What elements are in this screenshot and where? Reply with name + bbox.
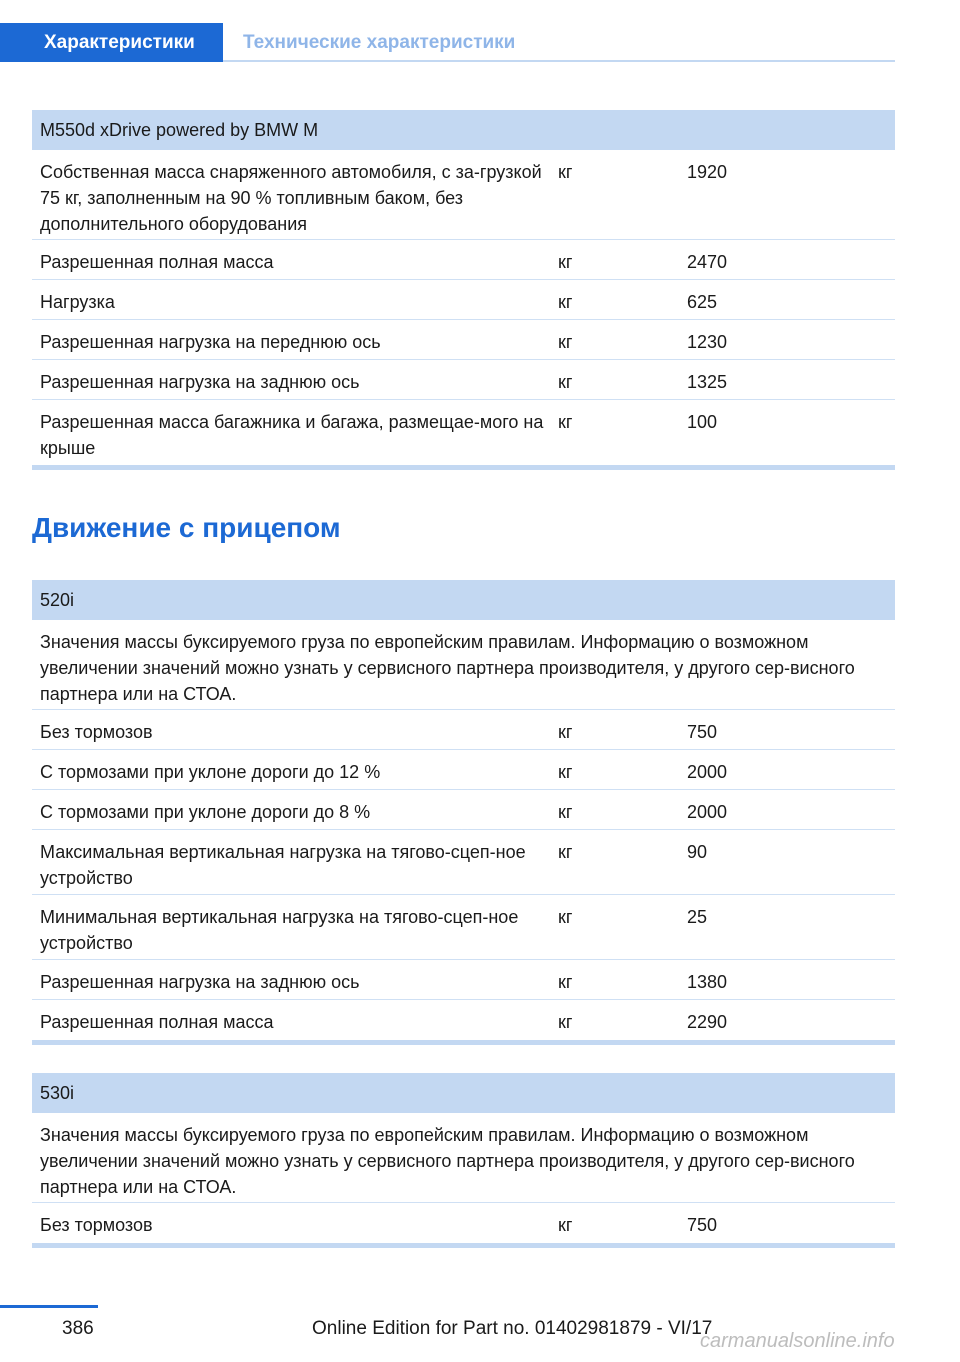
row-value: 2000: [687, 762, 728, 782]
row-value: 100: [687, 412, 718, 432]
row-unit: кг: [558, 292, 573, 312]
table-row: [32, 830, 895, 895]
table-row: [32, 790, 895, 830]
row-unit: кг: [558, 762, 573, 782]
row-label: Разрешенная полная масса: [40, 1012, 274, 1032]
section-title: Движение с прицепом: [32, 512, 341, 543]
table-row: [32, 750, 895, 790]
table-row: [32, 240, 895, 280]
row-unit: кг: [558, 252, 573, 272]
header-divider: [223, 60, 895, 62]
table-end-bar: [32, 465, 895, 470]
table-row: [32, 1000, 895, 1040]
table-row: [32, 360, 895, 400]
row-unit: кг: [558, 162, 573, 182]
row-unit: кг: [558, 842, 573, 862]
table-row: [32, 280, 895, 320]
top-navigation: [0, 0, 960, 62]
edition-info: Online Edition for Part no. 01402981879 - VI/17: [312, 1318, 713, 1339]
row-value: 1380: [687, 972, 728, 992]
note-text: Значения массы буксируемого груза по европейским правилам. Информацию о возможном увеличении значений можно узнать у сервисного партнера производителя, у другого сер-висного партнера или на СТОА.: [40, 1125, 855, 1197]
row-label: Без тормозов: [40, 1215, 153, 1235]
table-row: [32, 960, 895, 1000]
row-label: Разрешенная нагрузка на заднюю ось: [40, 972, 360, 992]
tab-characteristics[interactable]: Характеристики: [0, 23, 223, 62]
row-label: Без тормозов: [40, 722, 153, 742]
table-530i: [32, 1073, 895, 1248]
footer-accent-line: [0, 1305, 98, 1308]
row-label: С тормозами при уклоне дороги до 12 %: [40, 762, 381, 782]
table-header: M550d xDrive powered by BMW M: [32, 110, 895, 150]
table-note: [32, 1113, 895, 1203]
row-label: Нагрузка: [40, 292, 115, 312]
row-value: 625: [687, 292, 718, 312]
table-row: [32, 1203, 895, 1243]
row-value: 2290: [687, 1012, 728, 1032]
table-row: [32, 150, 895, 240]
row-unit: кг: [558, 802, 573, 822]
row-label: Максимальная вертикальная нагрузка на тягово-сцеп-ное устройство: [40, 842, 526, 888]
row-value: 90: [687, 842, 708, 862]
row-value: 750: [687, 722, 718, 742]
watermark: carmanualsonline.info: [700, 1330, 895, 1352]
table-header: 520i: [32, 580, 895, 620]
table-row: [32, 895, 895, 960]
row-unit: кг: [558, 907, 573, 927]
table-header: 530i: [32, 1073, 895, 1113]
row-label: Разрешенная полная масса: [40, 252, 274, 272]
table-end-bar: [32, 1040, 895, 1045]
tab-technical-data[interactable]: Технические характеристики: [243, 32, 516, 53]
row-label: Разрешенная нагрузка на заднюю ось: [40, 372, 360, 392]
row-unit: кг: [558, 412, 573, 432]
row-label: Минимальная вертикальная нагрузка на тягово-сцеп-ное устройство: [40, 907, 519, 953]
row-label: Собственная масса снаряженного автомобиля, с за-грузкой 75 кг, заполненным на 90 % топливным баком, без дополнительного оборудования: [40, 162, 542, 234]
row-value: 1920: [687, 162, 728, 182]
row-value: 750: [687, 1215, 718, 1235]
table-m550d: [32, 110, 895, 470]
row-unit: кг: [558, 1215, 573, 1235]
table-note: [32, 620, 895, 710]
row-value: 2000: [687, 802, 728, 822]
row-unit: кг: [558, 332, 573, 352]
page-number: 386: [62, 1318, 94, 1339]
table-row: [32, 710, 895, 750]
row-value: 1325: [687, 372, 728, 392]
table-row: [32, 320, 895, 360]
row-value: 2470: [687, 252, 728, 272]
note-text: Значения массы буксируемого груза по европейским правилам. Информацию о возможном увеличении значений можно узнать у сервисного партнера производителя, у другого сер-висного партнера или на СТОА.: [40, 632, 855, 704]
table-row: [32, 400, 895, 465]
row-unit: кг: [558, 1012, 573, 1032]
row-unit: кг: [558, 372, 573, 392]
row-label: Разрешенная нагрузка на переднюю ось: [40, 332, 381, 352]
row-label: С тормозами при уклоне дороги до 8 %: [40, 802, 371, 822]
row-value: 25: [687, 907, 708, 927]
row-label: Разрешенная масса багажника и багажа, размещае-мого на крыше: [40, 412, 544, 458]
table-end-bar: [32, 1243, 895, 1248]
row-unit: кг: [558, 722, 573, 742]
table-520i: [32, 580, 895, 1045]
row-unit: кг: [558, 972, 573, 992]
row-value: 1230: [687, 332, 728, 352]
